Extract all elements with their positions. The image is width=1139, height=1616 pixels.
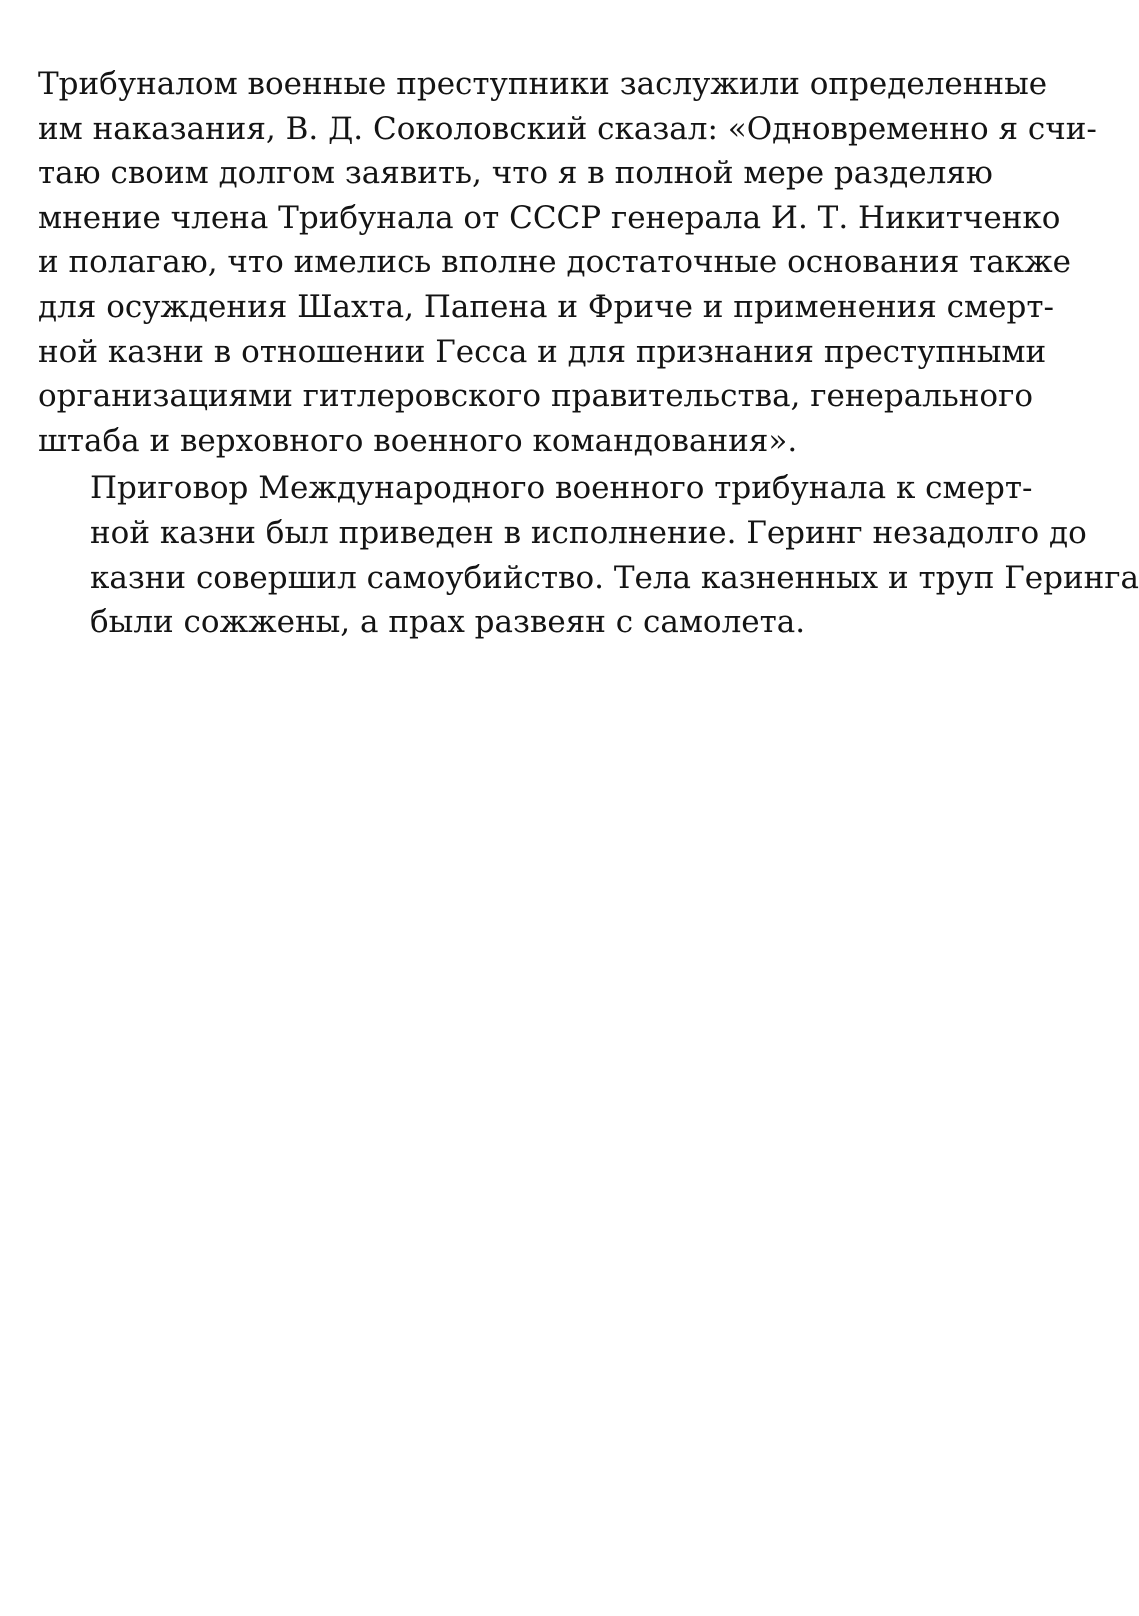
text-line: ной казни был приведен в исполнение. Геринг незадолго до [90,514,1087,551]
text-line: ной казни в отношении Гесса и для признания преступными [38,333,1047,370]
text-line: таю своим долгом заявить, что я в полной мере разделяю [38,155,993,192]
text-line: Приговор Международного военного трибунала к смерт- [90,470,1033,507]
text-line: мнение члена Трибунала от СССР генерала И. Т. Никитченко [38,199,1061,236]
text-line: штаба и верховного военного командования». [38,422,798,459]
text-line: для осуждения Шахта, Папена и Фриче и применения смерт- [38,288,1054,325]
text-line: организациями гитлеровского правительства, генерального [38,378,1033,415]
text-line: были сожжены, а прах развеян с самолета. [90,604,806,641]
paragraph-1 [38,62,1097,463]
text-line: казни совершил самоубийство. Тела казненных и труп Геринга [90,559,1139,596]
document-body [38,62,1139,645]
text-line: им наказания, В. Д. Соколовский сказал: «Одновременно я счи- [38,110,1097,147]
paragraph-2 [38,466,1139,644]
text-line: Трибуналом военные преступники заслужили определенные [38,66,1048,102]
text-line: и полагаю, что имелись вполне достаточные основания также [38,244,1071,281]
